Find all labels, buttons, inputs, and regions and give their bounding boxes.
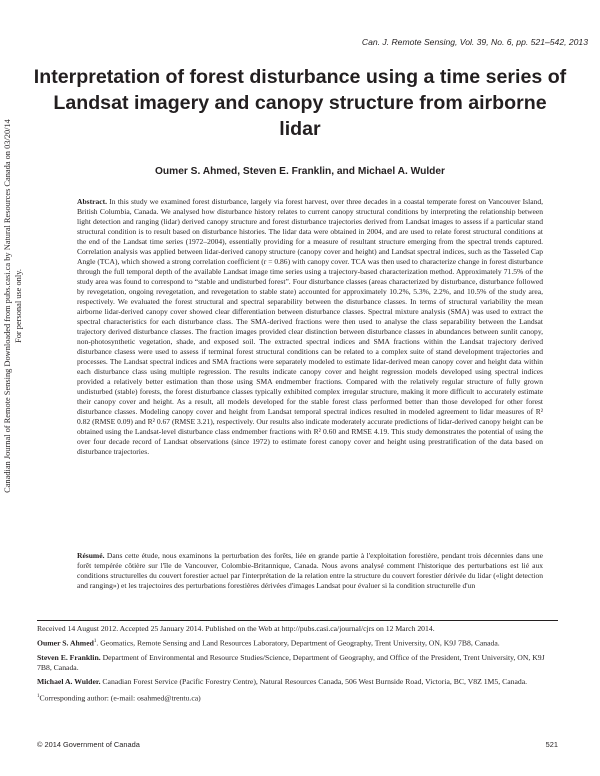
footnote-divider <box>37 620 558 621</box>
article-title: Interpretation of forest disturbance using a time series of Landsat imagery and canopy structure from airborne lidar <box>33 66 567 140</box>
resume <box>77 551 543 611</box>
received-dates: Received 14 August 2012. Accepted 25 January 2014. Published on the Web at http://pubs.casi.ca/journal/cjrs on 12 March 2014. <box>37 624 435 633</box>
author-list: Oumer S. Ahmed, Steven E. Franklin, and Michael A. Wulder <box>154 166 446 177</box>
author2-name: Steven E. Franklin. <box>37 652 101 662</box>
resume-label: Résumé. <box>77 551 105 560</box>
footnotes <box>37 624 558 708</box>
author3-name: Michael A. Wulder. <box>37 677 101 687</box>
resume-text: Dans cette étude, nous examinons la perturbation des forêts, liée en grande partie à l'exploitation forestière, pendant trois décennies dans une forêt tempérée côtière sur l'île de Vancouver, Colombie-Britannique, Canada. Nous avons analysé comment l'historique des perturbations est lié aux conditions structurelles du couvert forestier actuel par l'interprétation de la relation entre la structure du couvert forestier dérivée du lidar («light detection and ranging») et les trajectoires des perturbations forestières dérivées d'images Landsat pour évaluer si la condition structurelle d'un <box>77 551 543 590</box>
journal-citation: Can. J. Remote Sensing, Vol. 39, No. 6, pp. 521–542, 2013 <box>361 37 588 47</box>
download-notice-line1: Canadian Journal of Remote Sensing Downloaded from pubs.casi.ca by Natural Resources Canada on 03/20/14 <box>3 119 12 493</box>
page-number: 521 <box>545 740 558 749</box>
author3-affiliation: Canadian Forest Service (Pacific Forestry Centre), Natural Resources Canada, 506 West Burnside Road, Victoria, BC, V8Z 1M5, Canada. <box>100 677 528 687</box>
affiliation-wulder <box>37 677 558 687</box>
abstract <box>77 197 543 457</box>
author1-name: Oumer S. Ahmed <box>37 638 94 648</box>
abstract-text: In this study we examined forest disturbance, largely via forest harvest, over three decades in a coastal temperate forest on Vancouver Island, British Columbia, Canada. We analysed how disturbance history relates to current canopy structural conditions by interpreting the relationship between light detection and ranging (lidar) derived canopy structure and forest disturbance trajectories derived from Landsat images to assess if a particular stand structural condition is to result based on disturbance histories. The lidar data were obtained in 2004, and are used to relate forest structural conditions at the end of the Landsat time series (1972–2004), essentially providing for a measure of resultant structure emerging from the spectral trends captured. Correlation analysis was applied between lidar-derived canopy structure (canopy cover and height) and Landsat spectral indices, such as the Tasseled Cap Angle (TCA), which showed a strong correlation coefficient (r = 0.86) with canopy cover. TCA was then used to characterize change in forest disturbance through the full temporal depth of the available Landsat image time series using a trajectory-based characterization method. Approximately 71.5% of the study area was found to correspond to “stable and undisturbed forest”. Four disturbance classes (areas characterized by disturbance, disturbance followed by revegetation, ongoing revegetation, and revegetation to stable state) accounted for approximately 10.2%, 5.3%, 2.2%, and 10.5% of the study area, respectively. We evaluated the forest structural and spectral separability between the disturbance classes. In terms of structural variability the mean airborne lidar-derived canopy cover showed clear differentiation between disturbance classes. Spectral mixture analysis (SMA) was used to extract the spectral characteristics for each disturbance class. The SMA-derived fractions were then used to analyse the class separability between the Landsat trajectory derived disturbance classes. The fraction images provided clear distinction between disturbance classes in abundances between sunlit canopy, non-photosynthetic vegetation, shade, and exposed soil. The extracted spectral indices and SMA fractions within the Landsat trajectory derived disturbance clasess were used to assess if terminal forest structural conditions can be related to a complex suite of stand development trajectories and processes. The Landsat spectral indices and SMA fractions were separately modeled to estimate lidar-derived mean canopy cover and height data within each disturbance class using multiple regression. The results indicate canopy cover and height regression models developed using spectral indices provided a relatively better estimation than those using SMA endmember fractions. Compared with the relatively regular structure of fully grown undisturbed (stable) forests, the forest disturbance classes typically exhibited complex irregular structure, making it more difficult to accurately estimate their canopy cover and height. As a result, all models developed for the stable forest class performed better than those developed for other forest disturbance classes. Modeling canopy cover and height from Landsat temporal spectral indices resulted in modeled agreement to lidar measures of R² 0.82 (RMSE 0.09) and R² 0.67 (RMSE 3.21), respectively. Our results also indicate moderately accurate predictions of lidar-derived canopy height can be obtained using the Landsat-level disturbance class endmember fractions with R² 0.60 and RMSE 4.19. This study demonstrates the potential of using the over four decade record of Landsat observations (since 1972) to estimate forest canopy cover and height using prestratification of the data based on disturbance trajectories. <box>77 197 543 456</box>
corresponding-sup: 1 <box>37 693 40 699</box>
download-notice-line2: For personal use only. <box>14 269 23 343</box>
affiliation-franklin <box>37 653 558 673</box>
abstract-label: Abstract. <box>77 197 107 206</box>
corresponding-author <box>37 692 558 704</box>
corresponding-email: Corresponding author: (e-mail: osahmed@trentu.ca) <box>39 693 201 703</box>
copyright-notice: © 2014 Government of Canada <box>37 740 140 749</box>
author2-affiliation: Department of Environmental and Resource Studies/Science, Department of Geography, and Office of the President, Trent University, ON, K9J 7B8, Canada. <box>37 652 545 672</box>
author1-sup: 1 <box>93 639 97 644</box>
author1-affiliation: . Geomatics, Remote Sensing and Land Resources Laboratory, Department of Geography, Trent University, ON, K9J 7B8, Canada. <box>96 638 500 648</box>
affiliation-ahmed <box>37 637 558 649</box>
